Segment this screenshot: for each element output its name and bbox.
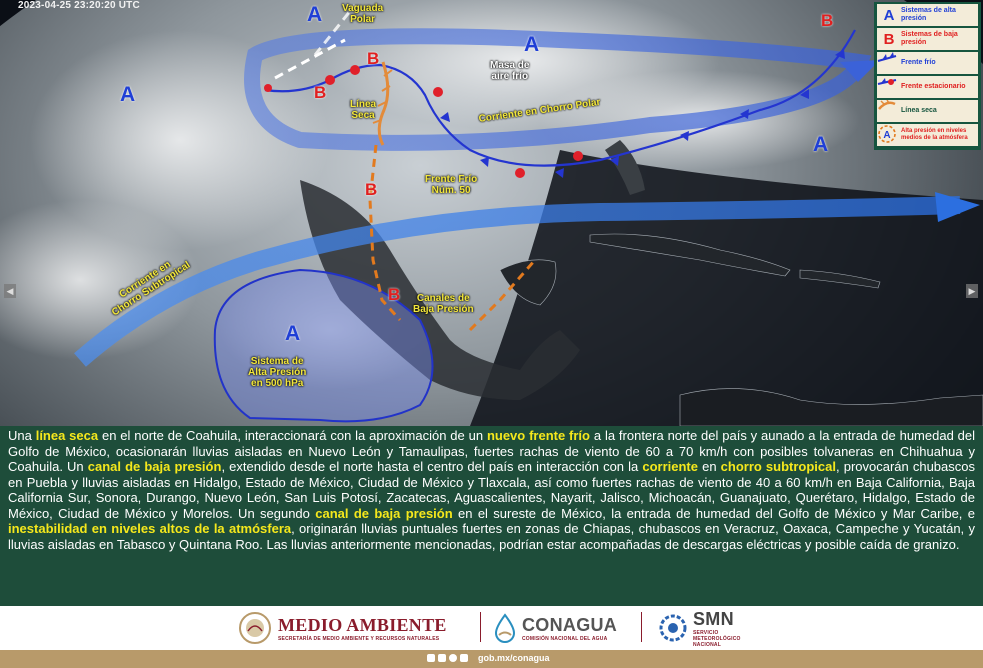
high-pressure-marker: A — [307, 3, 323, 26]
low-pressure-marker: B — [367, 49, 380, 68]
legend-label: Sistemas de baja presión — [901, 31, 958, 46]
cold-front-icon — [877, 52, 901, 74]
dry-line-icon — [877, 100, 901, 122]
footer-bar — [0, 650, 983, 668]
map-legend — [874, 2, 981, 150]
description-highlight: corriente — [642, 459, 698, 474]
description-highlight: canal de baja presión — [87, 459, 222, 474]
legend-label: Alta presión en niveles medios de la atmósfera — [901, 128, 968, 141]
label-frente-frio: Frente Frío Núm. 50 — [425, 174, 478, 196]
medio-ambiente-subtitle: SECRETARÍA DE MEDIO AMBIENTE Y RECURSOS NATURALES — [278, 635, 440, 642]
forecast-description-panel — [0, 426, 983, 606]
high-pressure-marker: A — [524, 33, 540, 56]
svg-text:A: A — [883, 130, 891, 141]
upper-high-icon — [877, 124, 901, 146]
description-text: , extendido desde el norte hasta el centro del país en interacción con la — [221, 459, 643, 474]
legend-item-high — [877, 4, 978, 26]
label-vaguada-polar: Vaguada Polar — [342, 3, 384, 25]
water-drop-icon — [492, 613, 518, 643]
conagua-title: CONAGUA — [522, 614, 618, 635]
twitter-icon[interactable] — [438, 654, 446, 662]
description-highlight: canal de baja presión — [315, 505, 453, 521]
high-pressure-marker: A — [813, 133, 829, 156]
smn-emblem-icon — [657, 612, 689, 644]
low-pressure-marker: B — [821, 11, 834, 30]
label-sistema-alta-presion: Sistema de Alta Presión en 500 hPa — [248, 356, 307, 389]
label-canales-baja: Canales de Baja Presión — [413, 293, 474, 315]
description-text: en — [698, 459, 721, 474]
description-highlight: inestabilidad en niveles altos de la atmósfera — [8, 521, 292, 536]
label-chorro-polar: Corriente en Chorro Polar — [478, 96, 602, 125]
label-masa-aire-frio: Masa de aire frío — [490, 60, 530, 82]
low-pressure-marker: B — [388, 285, 401, 304]
logo-divider — [641, 612, 642, 642]
medio-ambiente-logo — [238, 606, 447, 650]
legend-item-low — [877, 28, 978, 50]
legend-label: Línea seca — [901, 107, 937, 114]
map-timestamp: 2023-04-25 23:20:20 UTC — [18, 0, 140, 11]
high-pressure-marker: A — [285, 322, 301, 345]
facebook-icon[interactable] — [427, 654, 435, 662]
conagua-logo — [492, 606, 617, 650]
institution-logos — [0, 606, 983, 650]
stationary-front-icon — [877, 76, 901, 98]
high-pressure-marker: A — [120, 83, 136, 106]
smn-subtitle: SERVICIO METEOROLÓGICO NACIONAL — [693, 629, 741, 648]
legend-item-cold-front — [877, 52, 978, 74]
legend-label: Sistemas de alta presión — [901, 7, 956, 22]
mexico-seal-icon — [238, 611, 272, 645]
low-pressure-marker: B — [314, 83, 327, 102]
smn-logo — [657, 606, 745, 650]
description-text: , provocarán chubascos en Puebla y lluvias aisladas en Hidalgo, Estado de México, Ciudad de México y Tlaxcala, así como fuertes rachas de viento de 40 a 60 km/h en Baja California, Baja California Sur, Sonora, Durango, Nuevo León, San Luis Potosí, Zacatecas, Aguascalientes, Nayarit, Jalisco, Michoacán, Guanajuato, Querétaro, Hidalgo, Estado de México, Ciudad de México y Morelos. Un segundo — [8, 459, 975, 521]
conagua-subtitle: COMISIÓN NACIONAL DEL AGUA — [522, 635, 608, 642]
description-text: a la frontera norte del país y aunado a la entrada de humedad del Golfo de México, ocasionarán lluvias aisladas en Nuevo León y Tamaulipas, fuertes rachas de viento de 60 a 70 km/h con posibles tolvaneras en Chihuahua y Coahuila. Un — [8, 428, 975, 474]
legend-item-stationary-front — [877, 76, 978, 98]
description-highlight: chorro subtropical — [720, 459, 836, 474]
legend-label: Frente estacionario — [901, 83, 966, 90]
previous-arrow-icon[interactable]: ◀ — [4, 284, 16, 298]
footer-url-link[interactable]: gob.mx/conagua — [478, 653, 550, 663]
low-pressure-marker: B — [365, 180, 378, 199]
forecast-description — [0, 426, 983, 552]
instagram-icon[interactable] — [449, 654, 457, 662]
logo-divider — [480, 612, 481, 642]
legend-item-dry-line — [877, 100, 978, 122]
low-pressure-icon: B — [883, 30, 895, 48]
description-text: en el norte de Coahuila, interaccionará con la aproximación de un — [98, 428, 487, 443]
legend-item-upper-high — [877, 124, 978, 146]
smn-title: SMN — [693, 608, 734, 629]
description-text: Una — [8, 428, 36, 443]
medio-ambiente-title: MEDIO AMBIENTE — [278, 614, 447, 635]
legend-label: Frente frío — [901, 59, 936, 66]
youtube-icon[interactable] — [460, 654, 468, 662]
description-text: , originarán lluvias puntuales fuertes en zonas de Chiapas, chubascos en Veracruz, Oaxaca, Campeche y Yucatán, y lluvias aisladas en Tabasco y Quintana Roo. Las lluvias anteriormente mencionadas, podrían estar acompañadas de descargas eléctricas y posible caída de granizo. — [8, 521, 975, 552]
label-linea-seca: Línea Seca — [350, 99, 377, 121]
next-arrow-icon[interactable]: ▶ — [966, 284, 978, 298]
description-highlight: línea seca — [35, 428, 99, 443]
description-text: en el sureste de México, la entrada de humedad del Golfo de México y Mar Caribe, e — [452, 505, 975, 521]
description-highlight: nuevo frente frío — [486, 428, 590, 443]
label-chorro-subtropical: Corriente en Chorro Subtropical — [109, 259, 193, 319]
high-pressure-icon: A — [883, 6, 895, 24]
